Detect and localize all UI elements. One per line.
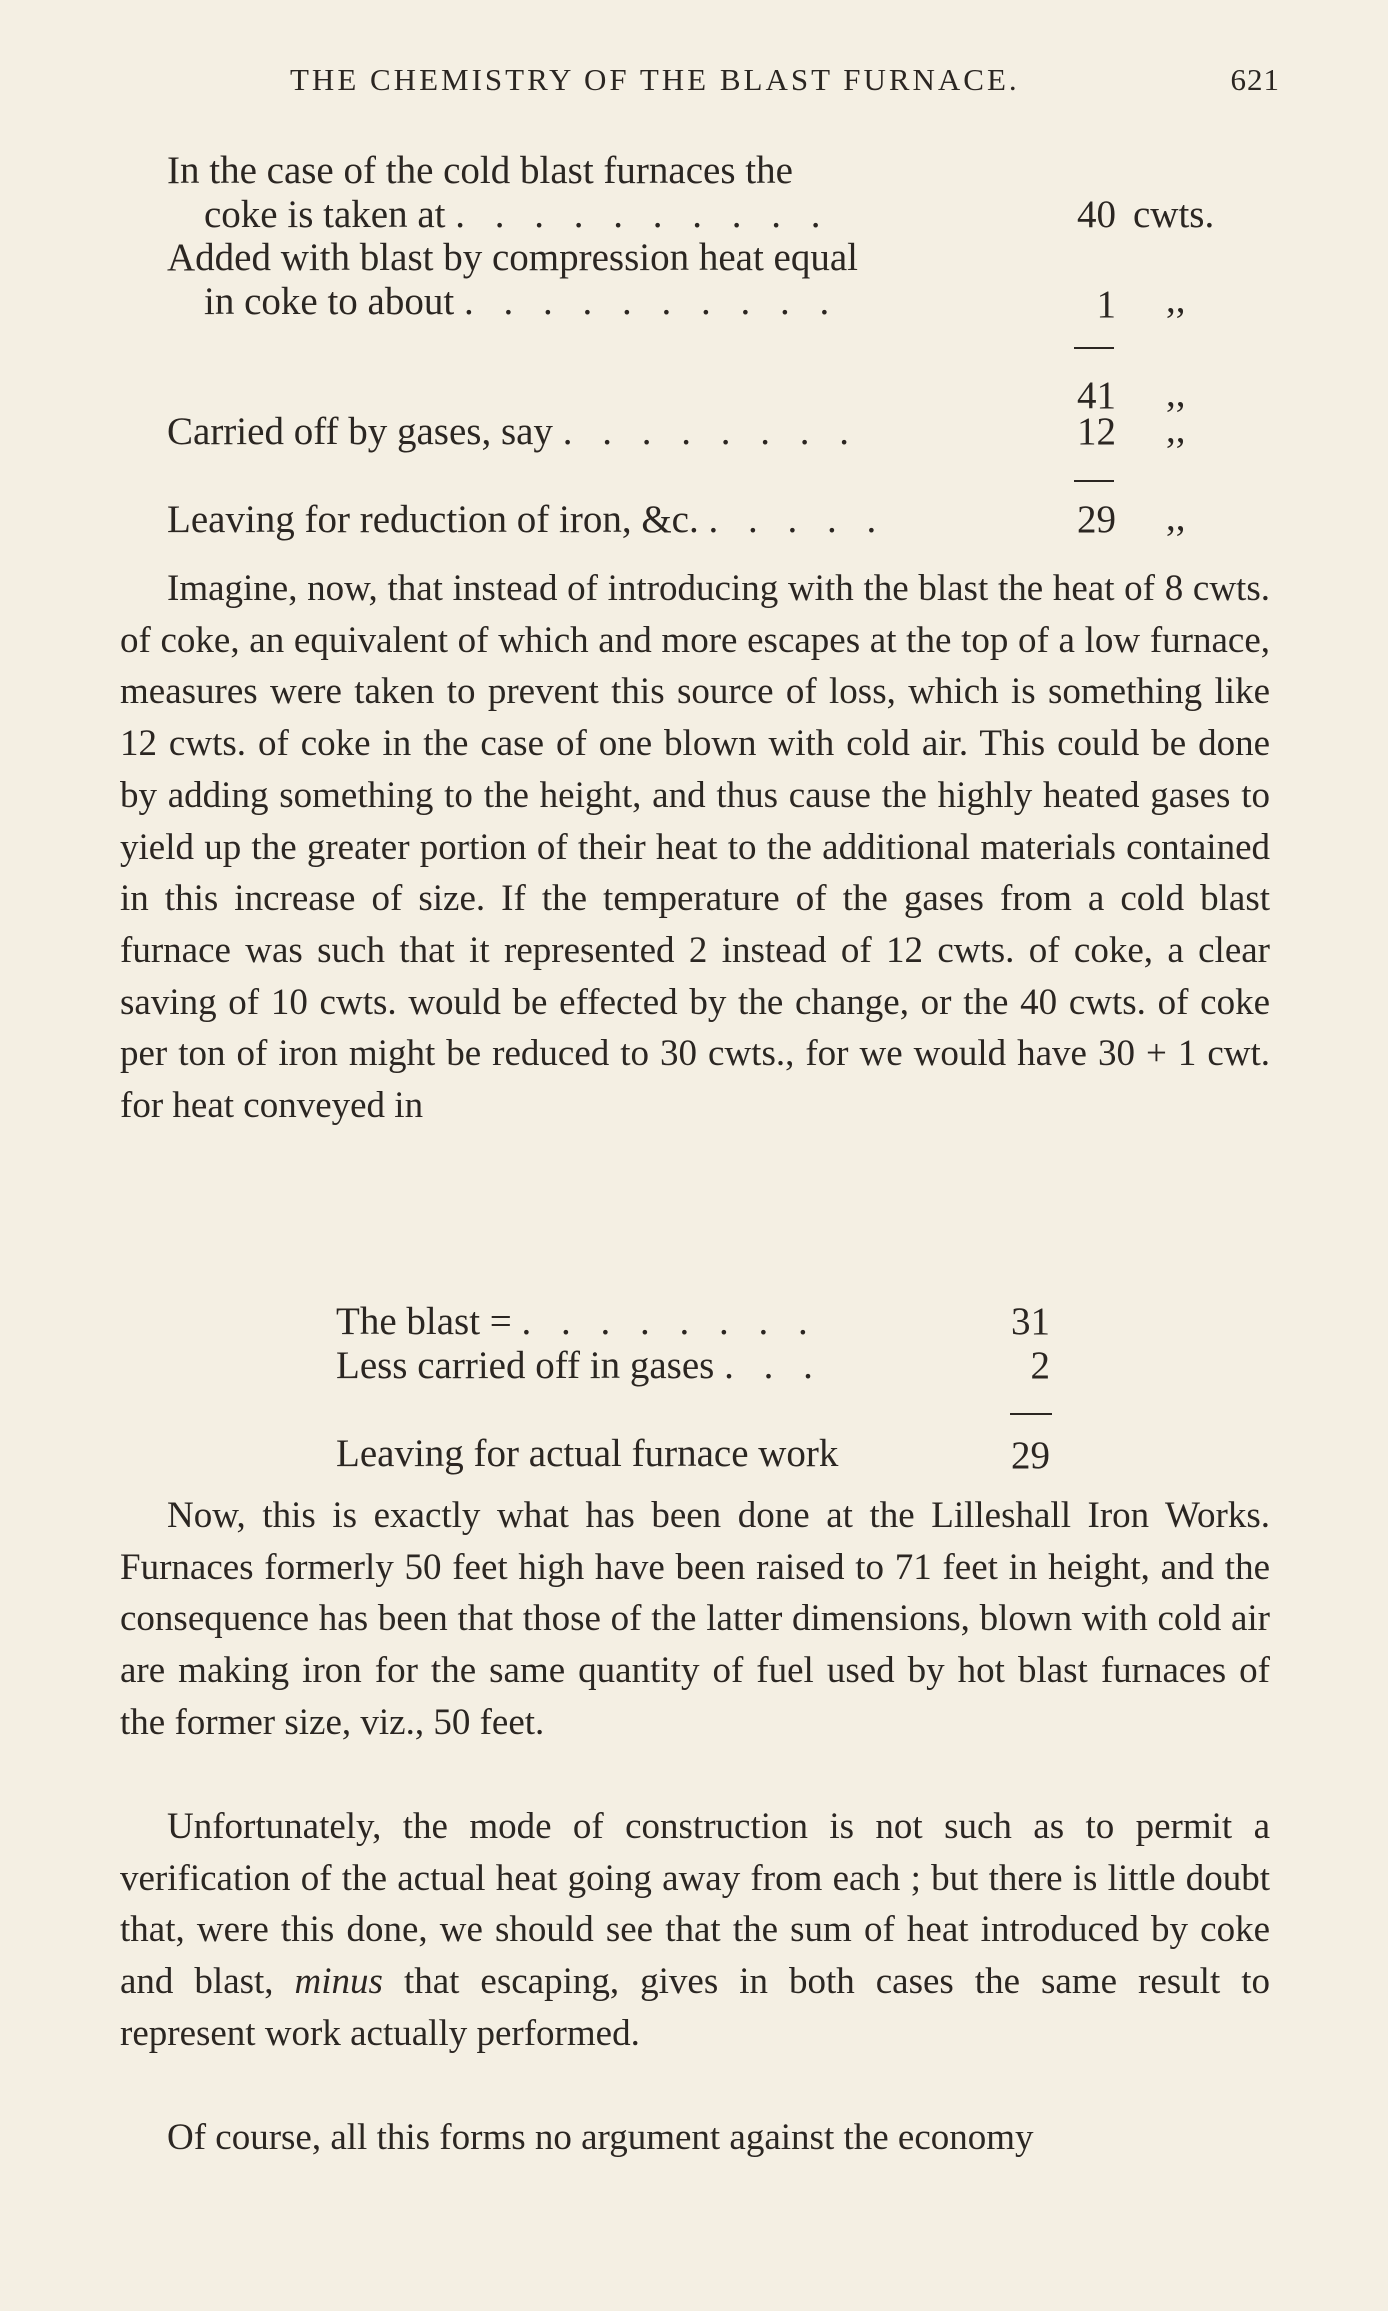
page-number: 621 [1230,62,1280,97]
leader-dots: . . . . . . . . [521,1300,818,1343]
leader-dots: . . . . . [708,498,887,541]
sum-rule [1074,347,1114,349]
table1-result [167,498,886,542]
table1-subtotal-unit: ,, [1166,372,1186,415]
table2-row-blast [336,1300,818,1344]
sum-rule [1074,480,1114,482]
table1-result-label: Leaving for reduction of iron, &c. [167,498,699,541]
table2-row-gases-label: Less carried off in gases [336,1344,715,1387]
table1-row-blast-unit: ,, [1166,278,1186,321]
table1-row-blast-label: Added with blast by compression heat equal [167,236,859,279]
table1-row-blast-label-cont: in coke to about [204,280,455,323]
running-head-title: THE CHEMISTRY OF THE BLAST FURNACE. [290,62,1020,97]
para3-after-italic: that escaping, gives in both cases the same result to represent work actually performed. [120,1961,1270,2054]
table1-row-gases-label: Carried off by gases, say [167,410,553,453]
leader-dots: . . . . . . . . [562,410,859,453]
running-head [290,62,1280,98]
para3-before-italic: Unfortunately, the mode of construction is not such as to permit a verification of the actual heat going away from each ; but there is little doubt that, were this done, we should see that the sum of heat introduced by coke and blast, [120,1806,1270,2003]
leader-dots: . . . . . . . . . . [463,280,840,323]
table1-row-coke [204,193,830,237]
body-paragraph [120,1801,1270,2060]
sum-rule [1010,1413,1052,1415]
table1-row-coke-label: coke is taken at [204,193,446,236]
body-paragraph: Imagine, now, that instead of introducing with the blast the heat of 8 cwts. of coke, an equivalent of which and more escapes at the top of a low furnace, measures were taken to prevent this source of loss, which is something like 12 cwts. of coke in the case of one blown with cold air. This could be done by adding something to the height, and thus cause the highly heated gases to yield up the greater portion of their heat to the additional materials contained in this increase of size. If the temperature of the gases from a cold blast furnace was such that it represented 2 instead of 12 cwts. of coke, a clear saving of 10 cwts. would be effected by the change, or the 40 cwts. of coke per ton of iron might be reduced to 30 cwts., for we would have 30 + 1 cwt. for heat conveyed in [120,568,1270,1127]
leader-dots: . . . [724,1344,823,1387]
table1-result-value: 29 [1077,498,1116,541]
table1-result-unit: ,, [1166,496,1186,539]
leader-dots: . . . . . . . . . . [455,193,831,236]
table1-row-blast-value: 1 [1096,283,1116,326]
table1-row-coke-unit: cwts. [1133,193,1215,236]
table2-row-blast-label: The blast = [336,1300,512,1343]
table2-row-gases [336,1344,823,1388]
body-paragraph: Now, this is exactly what has been done at the Lilleshall Iron Works. Furnaces formerly 50 feet high have been raised to 71 feet in height, and the consequence has been that those of the latter dimensions, blown with cold air are making iron for the same quantity of fuel used by hot blast furnaces of the former size, viz., 50 feet. [120,1495,1270,1743]
table1-row-gases [167,410,859,454]
table1-intro: In the case of the cold blast furnaces the [167,149,793,192]
table1-row-gases-unit: ,, [1166,408,1186,451]
body-paragraph: Of course, all this forms no argument against the economy [167,2117,1034,2158]
para3-italic-word: minus [294,1961,383,2003]
table2-row-blast-value: 31 [1011,1300,1050,1343]
table2-row-gases-value: 2 [1030,1344,1050,1387]
table1-row-blast [204,280,839,324]
table1-row-coke-value: 40 [1077,193,1116,236]
table1-row-gases-value: 12 [1077,410,1116,453]
table1-subtotal-value: 41 [1077,374,1116,417]
table2-result-value: 29 [1011,1434,1050,1477]
table2-result-label: Leaving for actual furnace work [336,1432,839,1475]
